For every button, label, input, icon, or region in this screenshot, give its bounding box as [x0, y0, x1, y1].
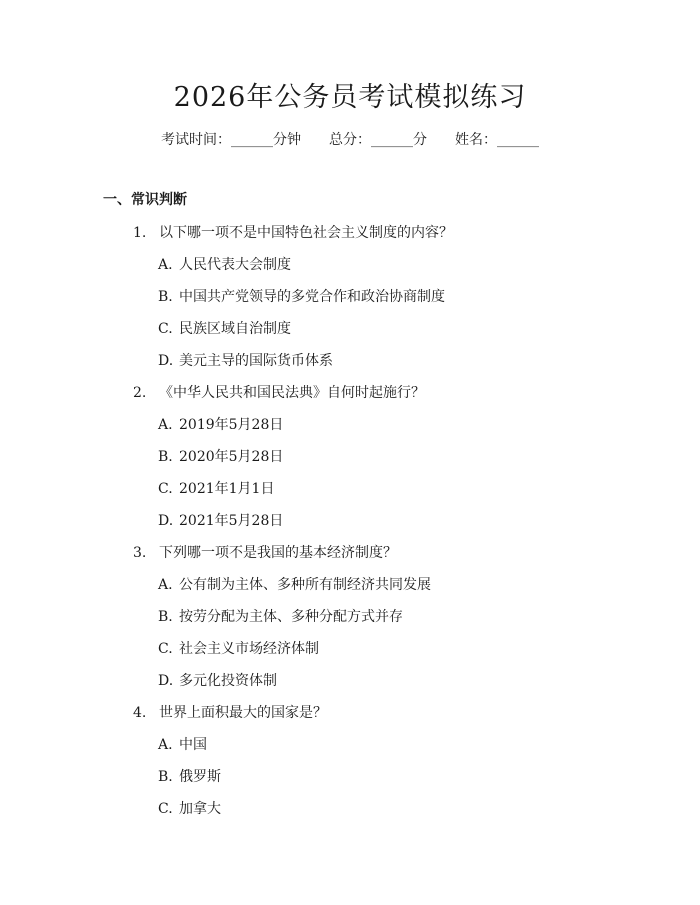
section-heading: 一、常识判断 [103, 192, 187, 208]
exam-info-row [0, 128, 700, 152]
option-letter: B. [158, 769, 173, 785]
option-letter: C. [158, 321, 173, 337]
option-letter: A. [158, 257, 173, 273]
question-1 [133, 222, 453, 244]
option-3c [158, 638, 319, 660]
option-2c [158, 478, 274, 500]
option-letter: B. [158, 449, 173, 465]
option-text: 民族区域自治制度 [179, 321, 291, 337]
option-text: 2020年5月28日 [179, 449, 284, 465]
question-text: 以下哪一项不是中国特色社会主义制度的内容？ [159, 225, 453, 241]
option-text: 2019年5月28日 [179, 417, 284, 433]
option-text: 中国 [179, 737, 207, 753]
option-text: 2021年1月1日 [179, 481, 275, 497]
exam-title: 2026年公务员考试模拟练习 [173, 82, 527, 113]
option-text: 多元化投资体制 [179, 673, 277, 689]
option-letter: C. [158, 801, 173, 817]
option-letter: C. [158, 481, 173, 497]
option-text: 人民代表大会制度 [179, 257, 291, 273]
option-1b [158, 286, 445, 308]
option-letter: D. [158, 513, 174, 529]
question-4 [133, 702, 327, 724]
name-field: 姓名：______ [455, 132, 539, 148]
option-1d [158, 350, 333, 372]
question-2 [133, 382, 425, 404]
option-4a [158, 734, 207, 756]
question-number: 2. [133, 385, 147, 401]
option-letter: B. [158, 289, 173, 305]
question-number: 1. [133, 225, 147, 241]
option-text: 2021年5月28日 [179, 513, 284, 529]
option-letter: A. [158, 737, 173, 753]
question-number: 4. [133, 705, 147, 721]
option-3a [158, 574, 431, 596]
exam-time-field: 考试时间：______分钟 [161, 132, 301, 148]
option-3b [158, 606, 403, 628]
option-text: 中国共产党领导的多党合作和政治协商制度 [179, 289, 445, 305]
option-1c [158, 318, 291, 340]
option-text: 俄罗斯 [179, 769, 221, 785]
option-text: 按劳分配为主体、多种分配方式并存 [179, 609, 403, 625]
option-text: 公有制为主体、多种所有制经济共同发展 [179, 577, 431, 593]
question-number: 3. [133, 545, 147, 561]
option-4c [158, 798, 221, 820]
total-score-field: 总分：______分 [329, 132, 427, 148]
question-text: 《中华人民共和国民法典》自何时起施行？ [159, 385, 425, 401]
option-letter: A. [158, 577, 173, 593]
option-3d [158, 670, 277, 692]
option-letter: D. [158, 673, 174, 689]
option-letter: D. [158, 353, 174, 369]
option-text: 社会主义市场经济体制 [179, 641, 319, 657]
option-1a [158, 254, 291, 276]
option-4b [158, 766, 221, 788]
option-letter: B. [158, 609, 173, 625]
question-text: 世界上面积最大的国家是？ [159, 705, 327, 721]
option-text: 美元主导的国际货币体系 [179, 353, 333, 369]
option-2d [158, 510, 283, 532]
question-3 [133, 542, 397, 564]
option-2b [158, 446, 283, 468]
option-text: 加拿大 [179, 801, 221, 817]
option-2a [158, 414, 283, 436]
option-letter: A. [158, 417, 173, 433]
question-text: 下列哪一项不是我国的基本经济制度？ [159, 545, 397, 561]
option-letter: C. [158, 641, 173, 657]
